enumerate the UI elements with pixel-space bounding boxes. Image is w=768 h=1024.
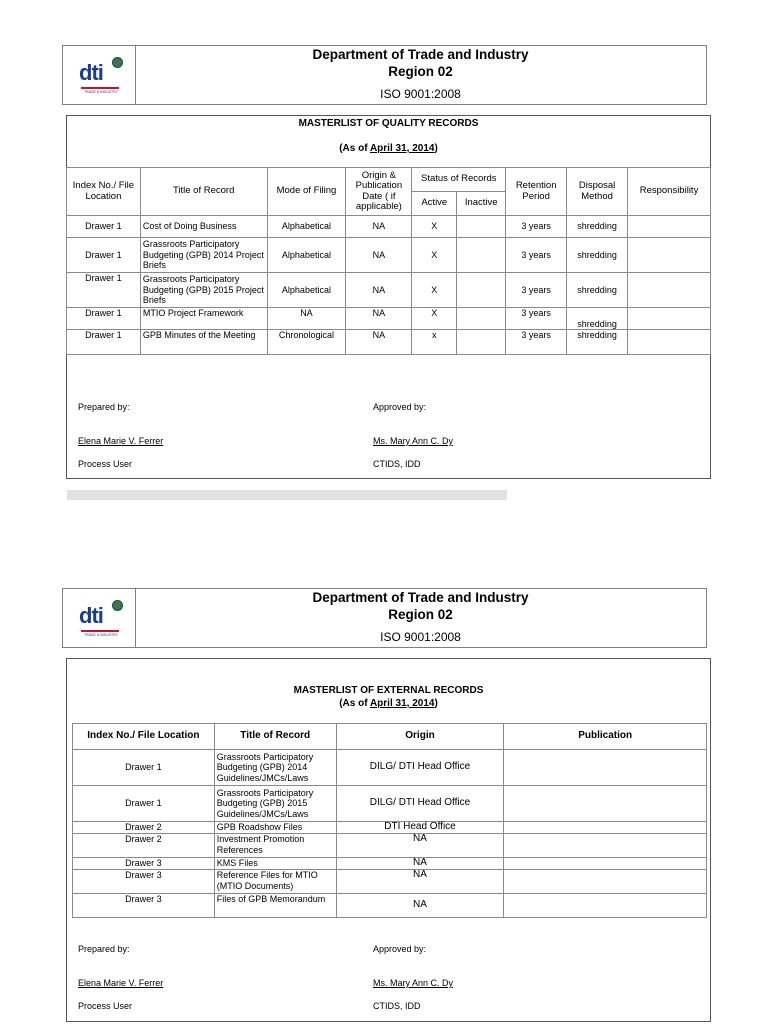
col-index: Index No./ File Location xyxy=(73,724,215,750)
preparer-role: Process User xyxy=(78,459,133,469)
table-row: Drawer 3 Reference Files for MTIO (MTIO Documents) NA xyxy=(73,870,707,894)
iso-label: ISO 9001:2008 xyxy=(380,630,461,644)
logo-cell xyxy=(63,46,136,104)
quality-title: MASTERLIST OF QUALITY RECORDS xyxy=(298,118,479,129)
preparer-name: Elena Marie V. Ferrer xyxy=(78,978,164,988)
prepared-label: Prepared by: xyxy=(78,944,130,954)
dti-logo-icon: dti TRADE & INDUSTRY xyxy=(79,57,123,99)
table-row: Drawer 1 Grassroots Participatory Budgeting (GPB) 2014 Guidelines/JMCs/Laws DILG/ DTI Head Office xyxy=(73,750,707,786)
col-origin: Origin xyxy=(336,724,504,750)
approver-role: CTIDS, IDD xyxy=(373,459,421,469)
approved-label: Approved by: xyxy=(373,402,427,412)
table-row: Drawer 3 KMS Files NA xyxy=(73,858,707,870)
external-title: MASTERLIST OF EXTERNAL RECORDS xyxy=(293,685,484,696)
logo-cell xyxy=(63,589,136,647)
table-row: Drawer 1 Grassroots Participatory Budgeting (GPB) 2015 Project Briefs Alphabetical NA X 3 years shredding xyxy=(67,273,711,308)
approved-label: Approved by: xyxy=(373,944,427,954)
col-active: Active xyxy=(412,192,457,216)
table-row: Drawer 2 GPB Roadshow Files DTI Head Office xyxy=(73,822,707,834)
table-row: Drawer 3 Files of GPB Memorandum NA xyxy=(73,894,707,918)
col-title: Title of Record xyxy=(214,724,336,750)
table-row: Drawer 1 Grassroots Participatory Budgeting (GPB) 2014 Project Briefs Alphabetical NA X 3 years shredding xyxy=(67,238,711,273)
col-origin: Origin & Publication Date ( if applicable) xyxy=(346,168,412,216)
approver-name: Ms. Mary Ann C. Dy xyxy=(373,978,454,988)
col-title: Title of Record xyxy=(140,168,267,216)
table-row: Drawer 1 Cost of Doing Business Alphabetical NA X 3 years shredding xyxy=(67,216,711,238)
external-asof: (As of April 31, 2014) xyxy=(339,698,438,709)
horizontal-scrollbar[interactable] xyxy=(67,490,507,500)
preparer-role: Process User xyxy=(78,1001,133,1011)
approver-name: Ms. Mary Ann C. Dy xyxy=(373,436,454,446)
col-mode: Mode of Filing xyxy=(267,168,346,216)
approver-role: CTIDS, IDD xyxy=(373,1001,421,1011)
col-index: Index No./ File Location xyxy=(67,168,141,216)
region-name: Region 02 xyxy=(388,607,453,622)
external-records-table xyxy=(72,723,707,918)
dept-name: Department of Trade and Industry xyxy=(312,590,529,605)
quality-asof: (As of April 31, 2014) xyxy=(339,143,438,154)
col-disposal: Disposal Method xyxy=(567,168,628,216)
preparer-name: Elena Marie V. Ferrer xyxy=(78,436,164,446)
dti-logo-icon: dti TRADE & INDUSTRY xyxy=(79,600,123,642)
table-row: Drawer 2 Investment Promotion References NA xyxy=(73,834,707,858)
iso-label: ISO 9001:2008 xyxy=(380,87,461,101)
col-responsibility: Responsibility xyxy=(628,168,711,216)
table-row: Drawer 1 GPB Minutes of the Meeting Chronological NA x 3 years shredding xyxy=(67,330,711,355)
page1-header xyxy=(62,45,707,105)
col-retention: Retention Period xyxy=(506,168,567,216)
quality-records-table xyxy=(66,167,711,355)
page2-header xyxy=(62,588,707,648)
prepared-label: Prepared by: xyxy=(78,402,130,412)
dept-name: Department of Trade and Industry xyxy=(312,47,529,62)
col-inactive: Inactive xyxy=(457,192,506,216)
col-publication: Publication xyxy=(504,724,707,750)
table-row: Drawer 1 Grassroots Participatory Budgeting (GPB) 2015 Guidelines/JMCs/Laws DILG/ DTI Head Office xyxy=(73,786,707,822)
table-row: Drawer 1 MTIO Project Framework NA NA X 3 years shredding xyxy=(67,308,711,330)
region-name: Region 02 xyxy=(388,64,453,79)
col-status: Status of Records xyxy=(412,168,506,192)
